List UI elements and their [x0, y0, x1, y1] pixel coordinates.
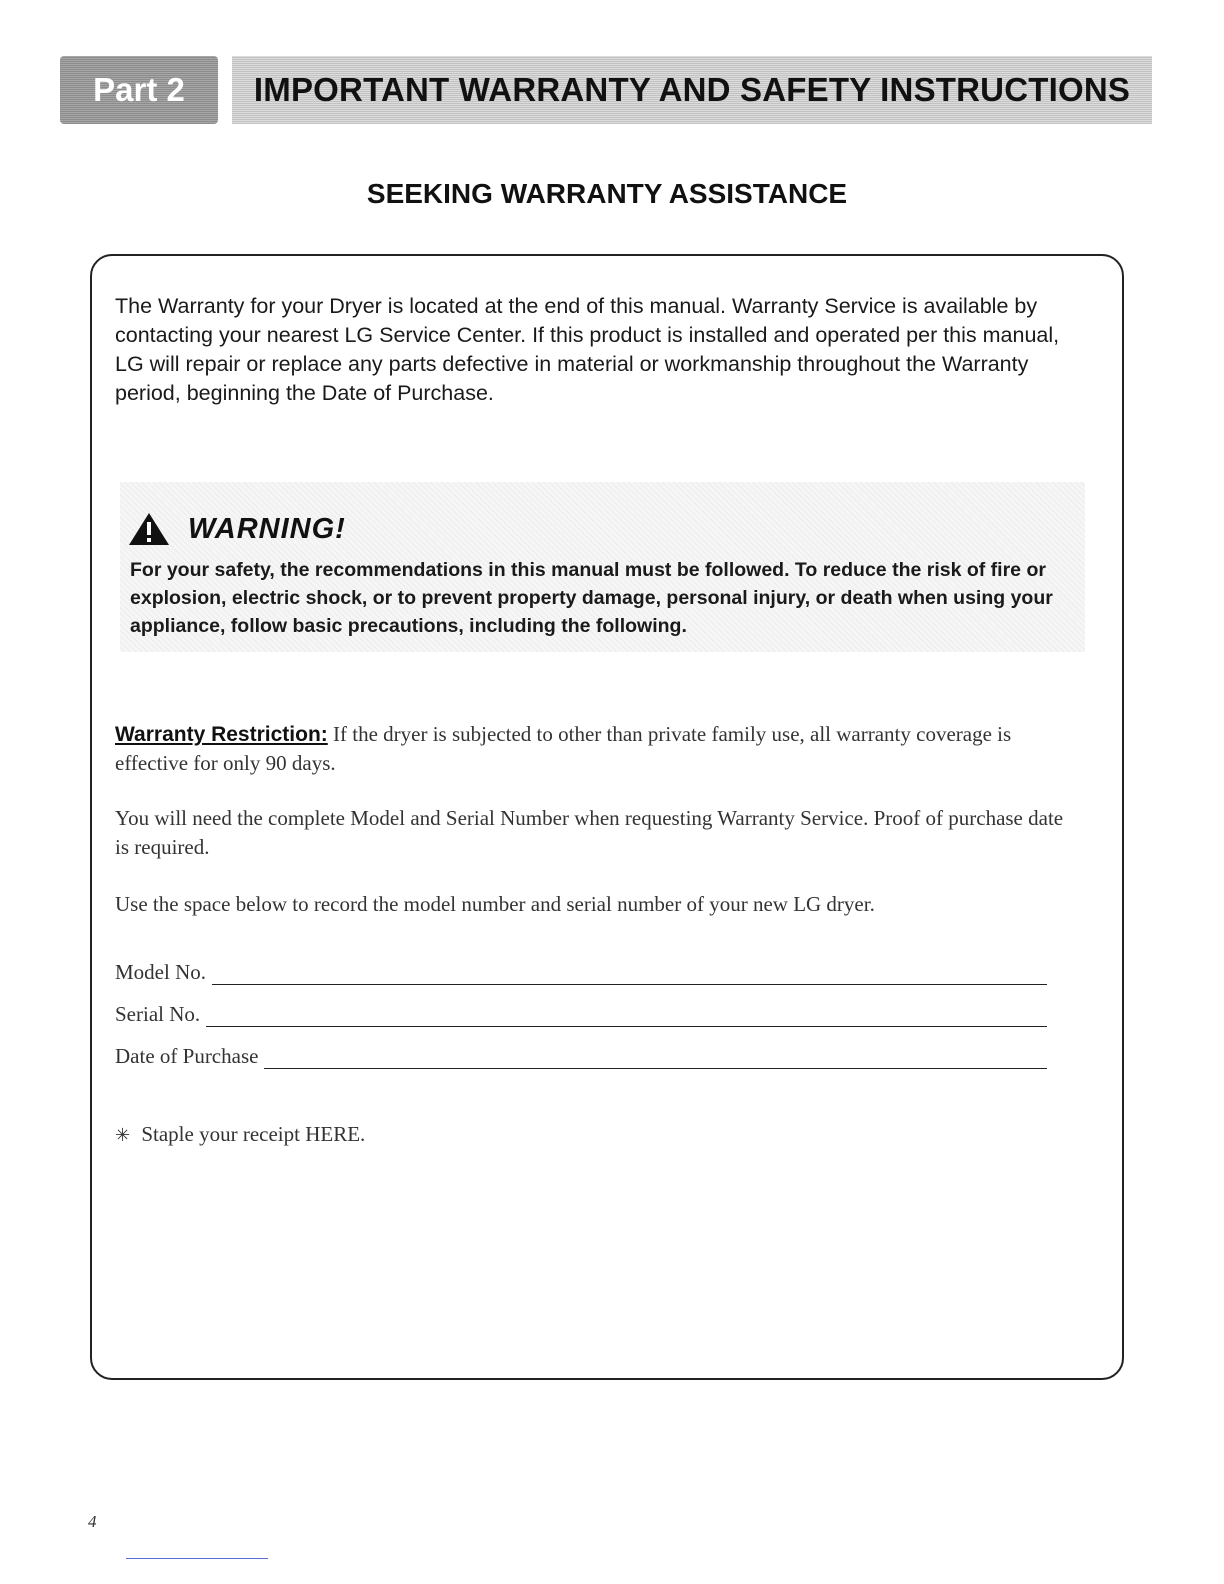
model-number-field[interactable]	[115, 960, 1047, 985]
model-number-label: Model No.	[115, 960, 206, 984]
serial-number-field[interactable]	[115, 1002, 1047, 1027]
restriction-label: Warranty Restriction:	[115, 723, 328, 746]
staple-text: Staple your receipt HERE.	[141, 1122, 366, 1146]
part-tab	[60, 56, 218, 124]
warning-text: For your safety, the recommendations in this manual must be followed. To reduce the risk of fire or explosion, electric shock, or to prevent property damage, personal injury, or death when using your appliance, follow basic precautions, including the following.	[130, 559, 1053, 637]
warning-title: WARNING!	[188, 512, 346, 545]
staple-note	[115, 1122, 365, 1147]
serial-number-line[interactable]	[206, 1004, 1047, 1027]
bottom-rule	[126, 1558, 268, 1559]
header-bar	[232, 56, 1152, 124]
purchase-date-line[interactable]	[264, 1046, 1047, 1069]
section-title: SEEKING WARRANTY ASSISTANCE	[366, 178, 848, 209]
page-number: 4	[88, 1512, 97, 1531]
warning-heading	[128, 512, 346, 546]
purchase-date-label: Date of Purchase	[115, 1044, 259, 1068]
asterisk-icon: ✳	[115, 1125, 131, 1145]
header-title: IMPORTANT WARRANTY AND SAFETY INSTRUCTIONS	[253, 71, 1131, 108]
warranty-restriction	[115, 720, 1075, 778]
restriction-text: If the dryer is subjected to other than private family use, all warranty coverage is effective for only 90 days.	[115, 722, 1012, 775]
model-serial-note: You will need the complete Model and Serial Number when requesting Warranty Service. Proof of purchase date is required.	[115, 806, 1064, 859]
part-label: Part 2	[93, 71, 185, 108]
warning-triangle-icon	[128, 512, 170, 546]
intro-paragraph: The Warranty for your Dryer is located at the end of this manual. Warranty Service is available by contacting your nearest LG Service Center. If this product is installed and operated per this manual, LG will repair or replace any parts defective in material or workmanship throughout the Warranty period, beginning the Date of Purchase.	[115, 294, 1060, 405]
serial-number-label: Serial No.	[115, 1002, 201, 1026]
record-note: Use the space below to record the model number and serial number of your new LG dryer.	[115, 892, 875, 916]
purchase-date-field[interactable]	[115, 1044, 1047, 1069]
model-number-line[interactable]	[212, 962, 1047, 985]
